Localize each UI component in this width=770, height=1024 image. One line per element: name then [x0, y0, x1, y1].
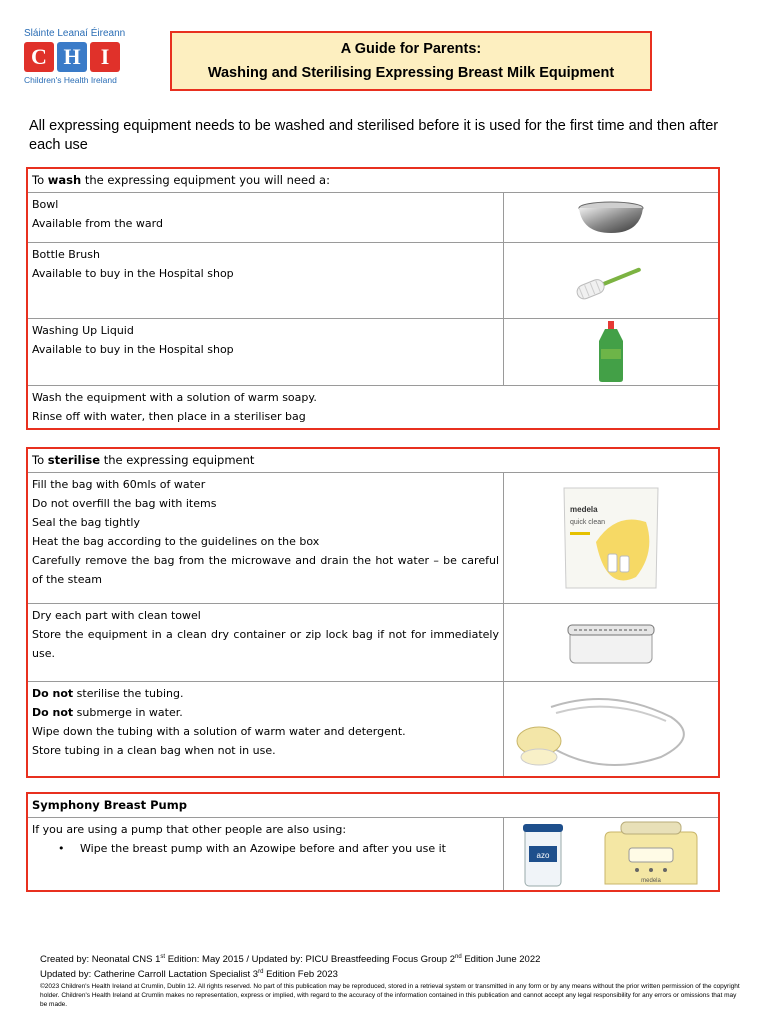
sterilise-heading: To sterilise the expressing equipment — [27, 448, 719, 473]
footer — [40, 951, 740, 1009]
logo-letters — [24, 42, 124, 72]
wash-section — [26, 167, 720, 430]
footer-line-2: Updated by: Catherine Carroll Lactation Specialist 3rd Edition Feb 2023 — [40, 969, 338, 981]
bag-brand: medela — [570, 505, 598, 514]
wash-instructions: Wash the equipment with a solution of warm soapy. Rinse off with water, then place in a steriliser bag — [27, 386, 719, 430]
tubing-instructions: Do not sterilise the tubing. Do not submerge in water. Wipe down the tubing with a solution of warm water and detergent. Store tubing in a clean bag when not in use. — [27, 682, 504, 777]
wash-heading: To wash the expressing equipment you will need a: — [27, 168, 719, 193]
azowipe-icon — [523, 824, 563, 886]
wash-item-liquid: Washing Up Liquid Available to buy in the Hospital shop — [27, 319, 504, 386]
title-line-1: A Guide for Parents: — [340, 41, 482, 57]
logo-letter-h: H — [57, 42, 87, 72]
steriliser-bag-icon — [504, 473, 720, 604]
pump-instructions: If you are using a pump that other people are also using: • Wipe the breast pump with an Azowipe before and after you use it — [27, 818, 504, 892]
pump-brand: medela — [641, 878, 661, 884]
storage-container-icon — [504, 604, 720, 682]
pump-tubing-icon — [504, 682, 720, 777]
chi-logo — [24, 28, 124, 96]
pump-bullet: Wipe the breast pump with an Azowipe before and after you use it — [80, 842, 446, 855]
bag-label: quick clean — [570, 519, 606, 526]
footer-line-1: Created by: Neonatal CNS 1st Edition: May 2015 / Updated by: PICU Breastfeeding Focus Group 2nd Edition June 2022 — [40, 954, 541, 966]
washing-up-liquid-icon — [504, 319, 720, 386]
intro-text: All expressing equipment needs to be washed and sterilised before it is used for the first time and then after each use — [29, 118, 719, 153]
logo-english-text: Children's Health Ireland — [24, 75, 117, 85]
sterilise-steps: Fill the bag with 60mls of water Do not overfill the bag with items Seal the bag tightly Heat the bag according to the guidelines on the box Carefully remove the bag from the microwave and drain the hot water – be careful of the steam — [27, 473, 504, 604]
wipes-label: azo — [536, 851, 550, 860]
logo-letter-c: C — [24, 42, 54, 72]
title-line-2: Washing and Sterilising Expressing Breast Milk Equipment — [207, 65, 615, 81]
logo-irish-text: Sláinte Leanaí Éireann — [24, 28, 126, 39]
bottle-brush-icon — [504, 243, 720, 319]
pump-and-wipes-image — [504, 818, 720, 892]
page-title-box — [170, 31, 652, 91]
logo-letter-i: I — [90, 42, 120, 72]
drying-instructions: Dry each part with clean towel Store the equipment in a clean dry container or zip lock bag if not for immediately use. — [27, 604, 504, 682]
bowl-icon — [504, 193, 720, 243]
sterilise-section — [26, 447, 720, 778]
pump-section — [26, 792, 720, 892]
copyright-notice: ©2023 Children's Health Ireland at Crumlin, Dublin 12. All rights reserved. No part of this publication may be reproduced, stored in a retrieval system or transmitted in any form or by any means without the prior written permission of the copyright holder. Children's Health Ireland at Crumlin makes no representation, express or implied, with regard to the accuracy of the information contained in this publication and cannot accept any legal responsibility for any errors or omissions that may be made. — [40, 983, 740, 1009]
pump-heading: Symphony Breast Pump — [27, 793, 719, 818]
wash-item-brush: Bottle Brush Available to buy in the Hospital shop — [27, 243, 504, 319]
breast-pump-icon — [605, 822, 697, 884]
wash-item-bowl: Bowl Available from the ward — [27, 193, 504, 243]
